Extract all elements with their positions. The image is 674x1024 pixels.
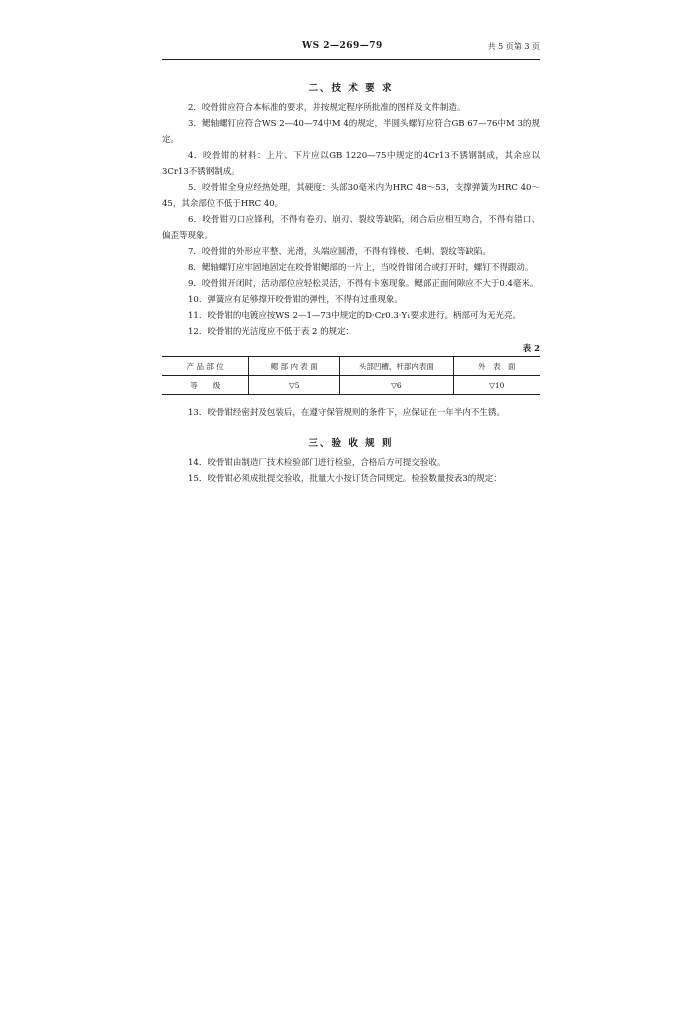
clause-8: 8．鳃轴螺钉应牢固地固定在咬骨钳鳃部的一片上，当咬骨钳闭合或打开时，螺钉不得跟动。 bbox=[188, 263, 534, 273]
clause-2: 2．咬骨钳应符合本标准的要求，并按规定程序所批准的图样及文件制造。 bbox=[188, 103, 466, 113]
clause-14: 14．咬骨钳由制造厂技术检验部门进行检验，合格后方可提交验收。 bbox=[188, 458, 446, 468]
clause-5: 5．咬骨钳全身应经热处理，其硬度：头部30毫米内为HRC 48～53，支撑弹簧为HRC 40～45，其余部位不低于HRC 40。 bbox=[162, 183, 540, 209]
clause-13: 13．咬骨钳经密封及包装后，在遵守保管规则的条件下，应保证在一年半内不生锈。 bbox=[188, 408, 505, 418]
clause-11: 11．咬骨钳的电镀应按WS 2—1—73中规定的D·Cr0.3·Y₁要求进行。柄部可为无光亮。 bbox=[188, 311, 522, 321]
page-header bbox=[162, 41, 540, 55]
table-cell: 等 级 bbox=[190, 380, 221, 390]
clause-9: 9．咬骨钳开闭时，活动部位应轻松灵活，不得有卡塞现象。鳃部正面间隙应不大于0.4毫米。 bbox=[188, 279, 539, 289]
table-header-cell: 产 品 部 位 bbox=[186, 361, 224, 371]
clause-10: 10．弹簧应有足够撑开咬骨钳的弹性，不得有过重现象。 bbox=[188, 295, 403, 305]
table-header-cell: 头部凹槽、杆部内表面 bbox=[340, 357, 453, 376]
table-row bbox=[162, 376, 540, 395]
table-header-cell: 外 表 面 bbox=[453, 357, 540, 376]
table-cell: ▽6 bbox=[340, 376, 453, 395]
table-cell: ▽10 bbox=[453, 376, 540, 395]
clause-12: 12．咬骨钳的光洁度应不低于表 2 的规定： bbox=[188, 327, 355, 337]
document-body bbox=[162, 78, 540, 487]
section-title-technical-requirements: 二、技 术 要 求 bbox=[308, 83, 394, 94]
section-title-acceptance-rules: 三、验 收 规 则 bbox=[308, 438, 394, 449]
page-number: 共 5 页第 3 页 bbox=[487, 42, 540, 51]
standard-code: WS 2—269—79 bbox=[302, 41, 383, 51]
clause-3: 3．鳃轴螺钉应符合WS 2—40—74中M 4的规定，半圆头螺钉应符合GB 67—76中M 3的规定。 bbox=[162, 119, 540, 145]
clause-15: 15．咬骨钳必须成批提交验收，批量大小按订货合同规定。检验数量按表3的规定： bbox=[188, 474, 502, 484]
table-header-cell: 鳃 部 内 表 面 bbox=[249, 357, 340, 376]
finish-table bbox=[162, 356, 540, 395]
clause-6: 6．咬骨钳刃口应锋利，不得有卷刃、崩刃、裂纹等缺陷，闭合后应相互吻合，不得有错口、偏歪等现象。 bbox=[162, 215, 540, 241]
clause-7: 7．咬骨钳的外形应平整、光滑，头端应圆滑，不得有锋棱、毛刺、裂纹等缺陷。 bbox=[188, 247, 491, 257]
table-cell: ▽5 bbox=[249, 376, 340, 395]
header-rule bbox=[162, 59, 540, 60]
table-header-row bbox=[162, 357, 540, 376]
clause-4: 4．咬骨钳的材料：上片、下片应以GB 1220—75中规定的4Cr13不锈钢制成，其余应以3Cr13不锈钢制成。 bbox=[162, 151, 540, 177]
table-caption: 表 2 bbox=[522, 344, 540, 354]
